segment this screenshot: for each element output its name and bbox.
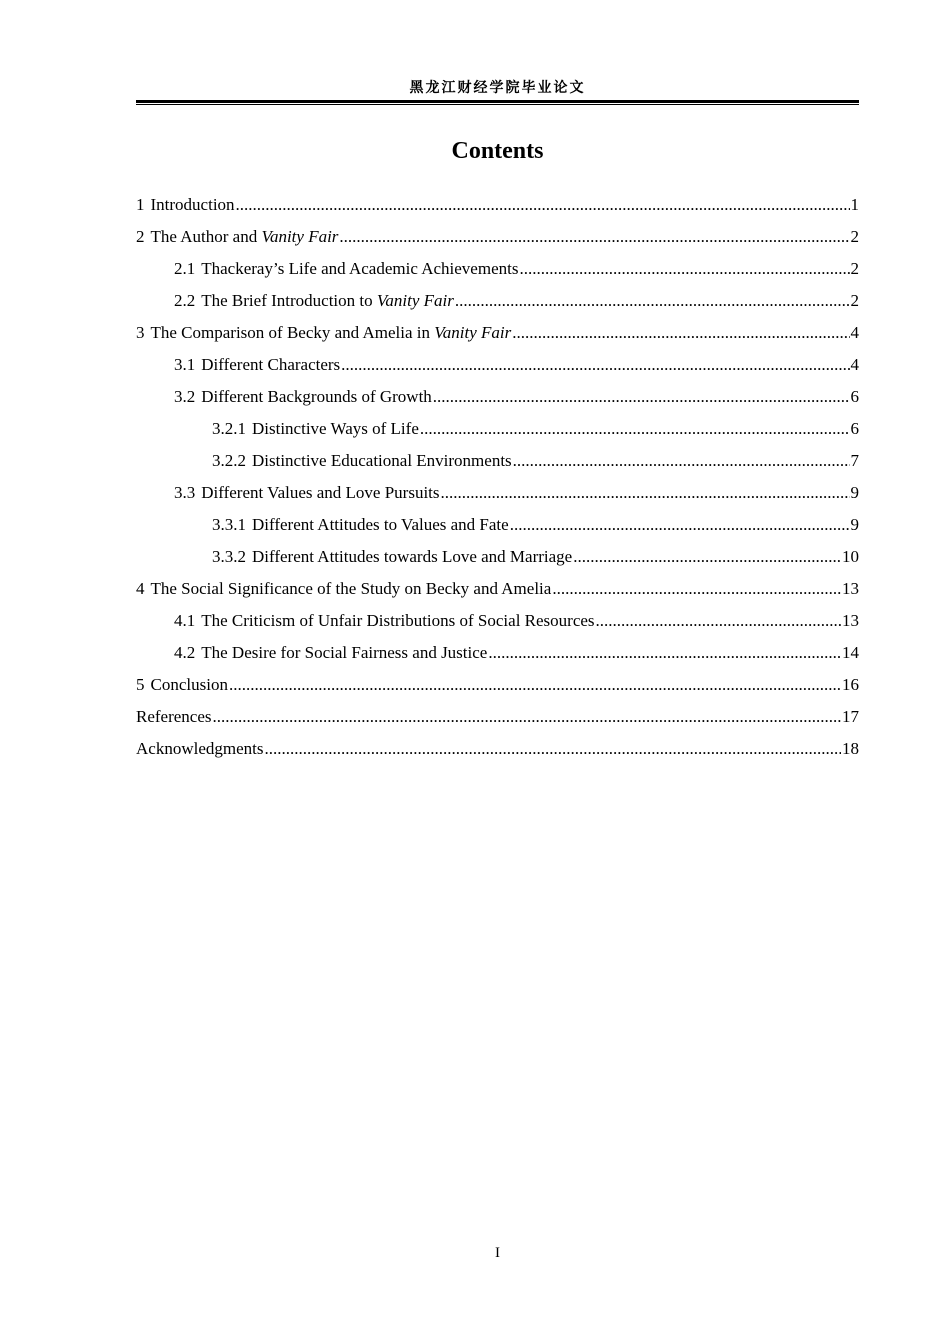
toc-entry-leader-dots xyxy=(441,480,850,506)
toc-entry-label-text: Different Attitudes to Values and Fate xyxy=(252,515,509,534)
table-of-contents xyxy=(136,192,859,768)
toc-entry-leader-dots xyxy=(510,512,850,538)
toc-entry-number: 2.1 xyxy=(174,259,196,278)
toc-entry-page: 13 xyxy=(842,579,859,598)
toc-entry-leader-dots xyxy=(213,704,841,730)
toc-entry-label xyxy=(201,352,340,378)
toc-entry[interactable] xyxy=(136,512,859,544)
toc-entry[interactable] xyxy=(136,672,859,704)
toc-entry-number: 3.3.2 xyxy=(212,547,246,566)
toc-entry-number: 1 xyxy=(136,195,145,214)
toc-entry-label xyxy=(151,224,339,250)
toc-entry-label-text: References xyxy=(136,707,212,726)
toc-entry[interactable] xyxy=(136,192,859,224)
toc-entry-leader-dots xyxy=(596,608,841,634)
toc-entry-label-text: Distinctive Ways of Life xyxy=(252,419,419,438)
toc-entry-page: 4 xyxy=(850,355,859,374)
toc-entry-number: 3.1 xyxy=(174,355,196,374)
toc-entry-number: 4.1 xyxy=(174,611,196,630)
toc-entry[interactable] xyxy=(136,224,859,256)
toc-entry[interactable] xyxy=(136,704,859,736)
toc-entry-leader-dots xyxy=(229,672,841,698)
toc-entry-label xyxy=(252,544,572,570)
toc-entry-page: 9 xyxy=(850,515,859,534)
toc-entry-number: 3.2.2 xyxy=(212,451,246,470)
toc-entry-label-text: Different Attitudes towards Love and Marriage xyxy=(252,547,573,566)
toc-entry[interactable] xyxy=(136,576,859,608)
toc-entry-label-text: Different Values and Love Pursuits xyxy=(201,483,440,502)
toc-entry-leader-dots xyxy=(512,320,849,346)
toc-entry-label xyxy=(151,320,512,346)
toc-entry-label-text: The Criticism of Unfair Distributions of Social Resources xyxy=(201,611,595,630)
toc-entry-leader-dots xyxy=(513,448,850,474)
toc-entry-label-text: Conclusion xyxy=(150,675,228,694)
toc-entry-label xyxy=(136,736,263,762)
toc-entry-number: 3 xyxy=(136,323,145,342)
toc-entry-label-italic: Vanity Fair xyxy=(434,323,512,342)
header-rule-thin xyxy=(136,104,859,105)
toc-title: Contents xyxy=(451,138,544,164)
toc-entry-page: 10 xyxy=(842,547,859,566)
toc-entry-label xyxy=(201,256,518,282)
toc-entry-label xyxy=(201,384,432,410)
toc-entry-leader-dots xyxy=(455,288,850,314)
toc-entry-label-text: Different Backgrounds of Growth xyxy=(201,387,432,406)
toc-entry-number: 3.3.1 xyxy=(212,515,246,534)
toc-entry-number: 2 xyxy=(136,227,145,246)
toc-entry-label-text: Introduction xyxy=(150,195,235,214)
toc-entry-page: 9 xyxy=(850,483,859,502)
toc-entry-number: 3.2.1 xyxy=(212,419,246,438)
toc-entry-label xyxy=(151,672,228,698)
toc-entry-leader-dots xyxy=(433,384,850,410)
toc-entry-page: 2 xyxy=(850,259,859,278)
toc-entry[interactable] xyxy=(136,320,859,352)
toc-entry[interactable] xyxy=(136,384,859,416)
toc-entry-label-text: The Brief Introduction to xyxy=(201,291,377,310)
toc-entry-label xyxy=(201,608,594,634)
toc-entry[interactable] xyxy=(136,608,859,640)
toc-entry-number: 2.2 xyxy=(174,291,196,310)
toc-entry-page: 16 xyxy=(842,675,859,694)
toc-entry-page: 6 xyxy=(850,387,859,406)
toc-entry[interactable] xyxy=(136,256,859,288)
header-rule-thick xyxy=(136,100,859,103)
toc-entry[interactable] xyxy=(136,352,859,384)
toc-entry-label xyxy=(252,448,512,474)
toc-entry-page: 18 xyxy=(842,739,859,758)
toc-entry-label-italic: Vanity Fair xyxy=(376,291,454,310)
toc-entry-number: 4 xyxy=(136,579,145,598)
toc-entry-number: 5 xyxy=(136,675,145,694)
toc-entry-label xyxy=(252,416,419,442)
toc-entry-page: 6 xyxy=(850,419,859,438)
toc-entry-leader-dots xyxy=(573,544,841,570)
toc-entry-leader-dots xyxy=(341,352,849,378)
toc-entry-label-text: The Comparison of Becky and Amelia in xyxy=(150,323,435,342)
toc-entry-label-italic: Vanity Fair xyxy=(261,227,339,246)
running-header: 黑龙江财经学院毕业论文 xyxy=(409,81,586,96)
toc-entry[interactable] xyxy=(136,736,859,768)
toc-entry-label xyxy=(201,288,454,314)
toc-entry-label xyxy=(151,192,235,218)
toc-entry-label-text: The Social Significance of the Study on Becky and Amelia xyxy=(150,579,552,598)
toc-entry-label-text: Distinctive Educational Environments xyxy=(252,451,512,470)
toc-entry-number: 4.2 xyxy=(174,643,196,662)
toc-entry[interactable] xyxy=(136,640,859,672)
toc-entry-page: 4 xyxy=(850,323,859,342)
toc-entry-leader-dots xyxy=(339,224,849,250)
toc-entry[interactable] xyxy=(136,448,859,480)
toc-entry-label-text: The Author and xyxy=(150,227,262,246)
toc-entry[interactable] xyxy=(136,544,859,576)
toc-entry-leader-dots xyxy=(552,576,841,602)
toc-entry-page: 2 xyxy=(850,291,859,310)
toc-entry-leader-dots xyxy=(420,416,850,442)
toc-entry-page: 17 xyxy=(842,707,859,726)
toc-entry[interactable] xyxy=(136,416,859,448)
toc-entry-label xyxy=(252,512,509,538)
toc-entry-label-text: The Desire for Social Fairness and Justice xyxy=(201,643,488,662)
toc-entry-label xyxy=(151,576,552,602)
toc-entry-label-text: Different Characters xyxy=(201,355,341,374)
toc-entry-label-text: Acknowledgments xyxy=(136,739,264,758)
toc-entry-label xyxy=(136,704,212,730)
toc-entry-leader-dots xyxy=(264,736,841,762)
toc-entry-page: 2 xyxy=(850,227,859,246)
toc-entry-page: 7 xyxy=(850,451,859,470)
page-number: I xyxy=(495,1245,500,1261)
toc-entry-label-text: Thackeray’s Life and Academic Achievements xyxy=(201,259,519,278)
toc-entry-label xyxy=(201,640,487,666)
toc-entry-page: 1 xyxy=(850,195,859,214)
toc-entry[interactable] xyxy=(136,480,859,512)
toc-entry-page: 14 xyxy=(842,643,859,662)
toc-entry-leader-dots xyxy=(488,640,841,666)
toc-entry-number: 3.3 xyxy=(174,483,196,502)
toc-entry-page: 13 xyxy=(842,611,859,630)
toc-entry-leader-dots xyxy=(236,192,850,218)
toc-entry[interactable] xyxy=(136,288,859,320)
toc-entry-number: 3.2 xyxy=(174,387,196,406)
toc-entry-label xyxy=(201,480,439,506)
toc-entry-leader-dots xyxy=(519,256,849,282)
